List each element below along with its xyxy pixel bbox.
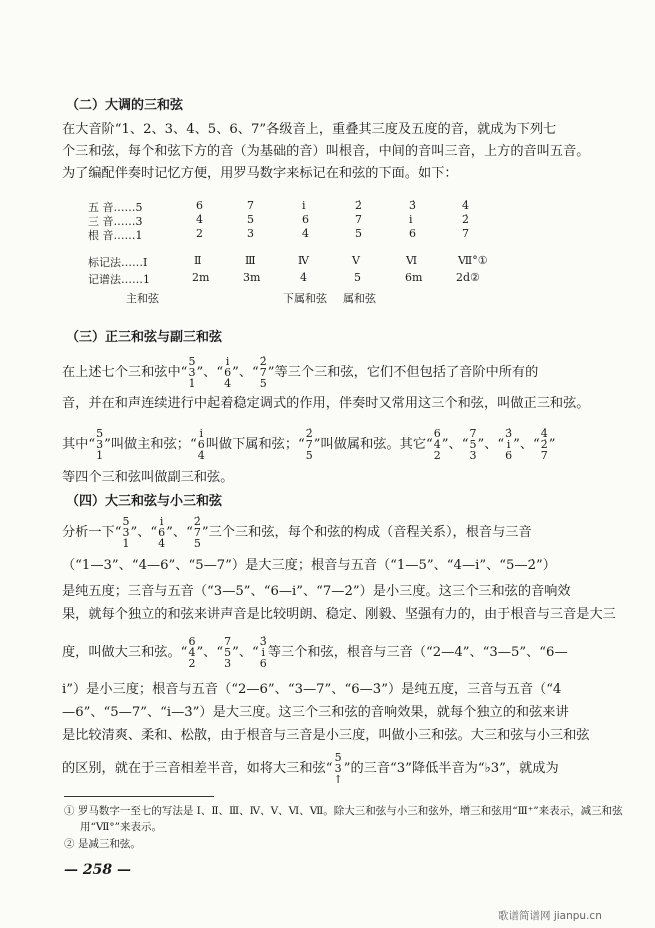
section-title-primary-secondary: （三）正三和弦与副三和弦 [66, 330, 223, 345]
paragraph-line: 音，并在和声连续进行中起着稳定调式的作用，伴奏时又常用这三个和弦，叫做正三和弦。 [62, 396, 590, 411]
chord-stack: 6 4 2 [433, 427, 441, 462]
chord-stack: 2̇ 7 5 [193, 515, 201, 550]
table-cell: i [302, 199, 306, 212]
paragraph-line: 度，叫做大三和弦。“6 4 2”、“7 5 3”、“3̇ i 6等三个和弦，根音与三音（“2—4”、“3—5”、“6— [62, 635, 568, 670]
watermark: 歌谱简谱网 jianpu.cn [498, 910, 602, 922]
chord-stack: 7 5 3 [224, 635, 232, 670]
section-title-major-minor: （四）大三和弦与小三和弦 [66, 494, 223, 509]
chord-stack: 5 3 1 [122, 515, 130, 550]
footnote-2: ② 是减三和弦。 [64, 838, 141, 850]
caption-dominant: 属和弦 [343, 292, 376, 305]
table-cell: 7 [355, 213, 362, 226]
chord-stack: i 6 4 [158, 515, 166, 550]
roman-numeral: Ⅱ [194, 254, 202, 267]
roman-numeral: Ⅲ [245, 254, 256, 267]
chord-stack: 7 5 3 [469, 427, 477, 462]
roman-numeral: Ⅶ°① [458, 254, 488, 267]
roman-label: 标记法……Ⅰ [88, 256, 148, 269]
roman-numeral: Ⅴ [352, 254, 360, 267]
notation-value: 5 [354, 271, 361, 284]
text: ”等三个三和弦，它们不但包括了音阶中所有的 [267, 365, 539, 380]
table-cell: 6 [409, 227, 416, 240]
paragraph-line: —6”、“5—7”、“i—3̇”）是大三度。这三个三和弦的音响效果，就每个独立的和弦来讲 [62, 705, 569, 720]
table-cell: 4 [196, 213, 203, 226]
paragraph-line: 个三和弦，每个和弦下方的音（为基础的音）叫根音，中间的音叫三音，上方的音叫五音。 [62, 144, 590, 159]
table-cell: 7 [247, 199, 254, 212]
chord-stack: 2̇ 7 5 [305, 427, 313, 462]
table-cell: 6 [196, 199, 203, 212]
paragraph-line: 是比较清爽、柔和、松散，由于根音与三音是小三度，叫做小三和弦。大三和弦与小三和弦 [62, 728, 590, 743]
table-cell: 5 [247, 213, 254, 226]
table-cell: 3 [247, 227, 254, 240]
notation-label: 记谱法……1 [88, 273, 150, 286]
chord-stack: 4̇ 2̇ 7 [540, 427, 548, 462]
chord-stack: 3̇ i 6 [505, 427, 513, 462]
table-cell: 5 [355, 227, 362, 240]
paragraph-line: i”）是小三度；根音与五音（“2—6”、“3—7”、“6—3̇”）是纯五度，三音与五音（“4 [62, 682, 562, 697]
paragraph-line: 等四个三和弦叫做副三和弦。 [62, 470, 234, 485]
paragraph-line: 果，就每个独立的和弦来讲声音是比较明朗、稳定、刚毅、坚强有力的，由于根音与三音是大三 [62, 607, 616, 622]
row-label-root: 根 音……1 [88, 229, 143, 242]
table-cell: 7 [462, 227, 469, 240]
chord-stack: 5 3 ↑ [333, 751, 343, 786]
paragraph-line: 在上述七个三和弦中“5 3 1”、“i 6 4”、“2̇ 7 5”等三个三和弦，它们不但包括了音阶中所有的 [62, 355, 539, 390]
section-title-major-triads: （二）大调的三和弦 [66, 98, 184, 113]
table-cell: 4̇ [462, 199, 469, 212]
row-label-third: 三 音……3 [88, 215, 143, 228]
roman-numeral: Ⅳ [298, 254, 309, 267]
paragraph-line: 的区别，就在于三音相差半音，如将大三和弦“5 3 ↑”的三音“3”降低半音为“♭3”，就成为 [62, 751, 559, 786]
notation-value: 3m [243, 271, 261, 284]
table-cell: 2̇ [462, 213, 469, 226]
notation-value: 6m [405, 271, 423, 284]
paragraph-line: 是纯五度；三音与五音（“3—5”、“6—i”、“7—2̇”）是小三度。这三个三和弦的音响效 [62, 584, 571, 599]
footnote-1-cont: 用“Ⅶ°”来表示。 [80, 821, 163, 833]
chord-stack: i 6 4 [224, 355, 232, 390]
caption-tonic: 主和弦 [126, 292, 159, 305]
page-number: — 258 — [64, 862, 131, 878]
roman-numeral: Ⅵ [406, 254, 418, 267]
table-cell: 2̇ [355, 199, 362, 212]
notation-value: 2d② [456, 271, 480, 284]
caption-subdominant: 下属和弦 [283, 292, 327, 305]
chord-stack: 3̇ i 6 [259, 635, 267, 670]
table-cell: 2 [196, 227, 203, 240]
notation-value: 4 [300, 271, 307, 284]
row-label-fifth: 五 音……5 [88, 201, 143, 214]
text: 在上述七个三和弦中“ [62, 365, 188, 380]
chord-stack: 6 4 2 [188, 635, 196, 670]
chord-stack: 2̇ 7 5 [259, 355, 267, 390]
footnote-divider [64, 796, 214, 797]
paragraph-line: 分析一下“5 3 1”、“i 6 4”、“2̇ 7 5”三个三和弦，每个和弦的构成（音程关系），根音与三音 [62, 515, 532, 550]
notation-value: 2m [192, 271, 210, 284]
footnote-1: ① 罗马数字一至七的写法是 Ⅰ、Ⅱ、Ⅲ、Ⅳ、Ⅴ、Ⅵ、Ⅶ。除大三和弦与小三和弦外，增三和弦用“Ⅲ⁺”来表示，减三和弦 [64, 805, 623, 817]
chord-stack: 5 3 1 [188, 355, 196, 390]
paragraph-line: 其中“5 3 1”叫做主和弦；“i 6 4叫做下属和弦；“2̇ 7 5”叫做属和弦。其它“6 4 2”、“7 5 3”、“3̇ i 6”、“4̇ 2̇ 7” [62, 427, 556, 462]
chord-stack: 5 3 1 [96, 427, 104, 462]
chord-stack: i 6 4 [197, 427, 205, 462]
table-cell: 6 [302, 213, 309, 226]
paragraph-line: 为了编配伴奏时记忆方便，用罗马数字来标记在和弦的下面。如下： [62, 166, 458, 181]
table-cell: i [409, 213, 413, 226]
table-cell: 3̇ [409, 199, 416, 212]
table-cell: 4 [302, 227, 309, 240]
paragraph-line: （“1—3”、“4—6”、“5—7”）是大三度；根音与五音（“1—5”、“4—i”、“5—2̇”） [62, 558, 556, 573]
paragraph-line: 在大音阶“1、2、3、4、5、6、7”各级音上，重叠其三度及五度的音，就成为下列七 [62, 122, 557, 137]
